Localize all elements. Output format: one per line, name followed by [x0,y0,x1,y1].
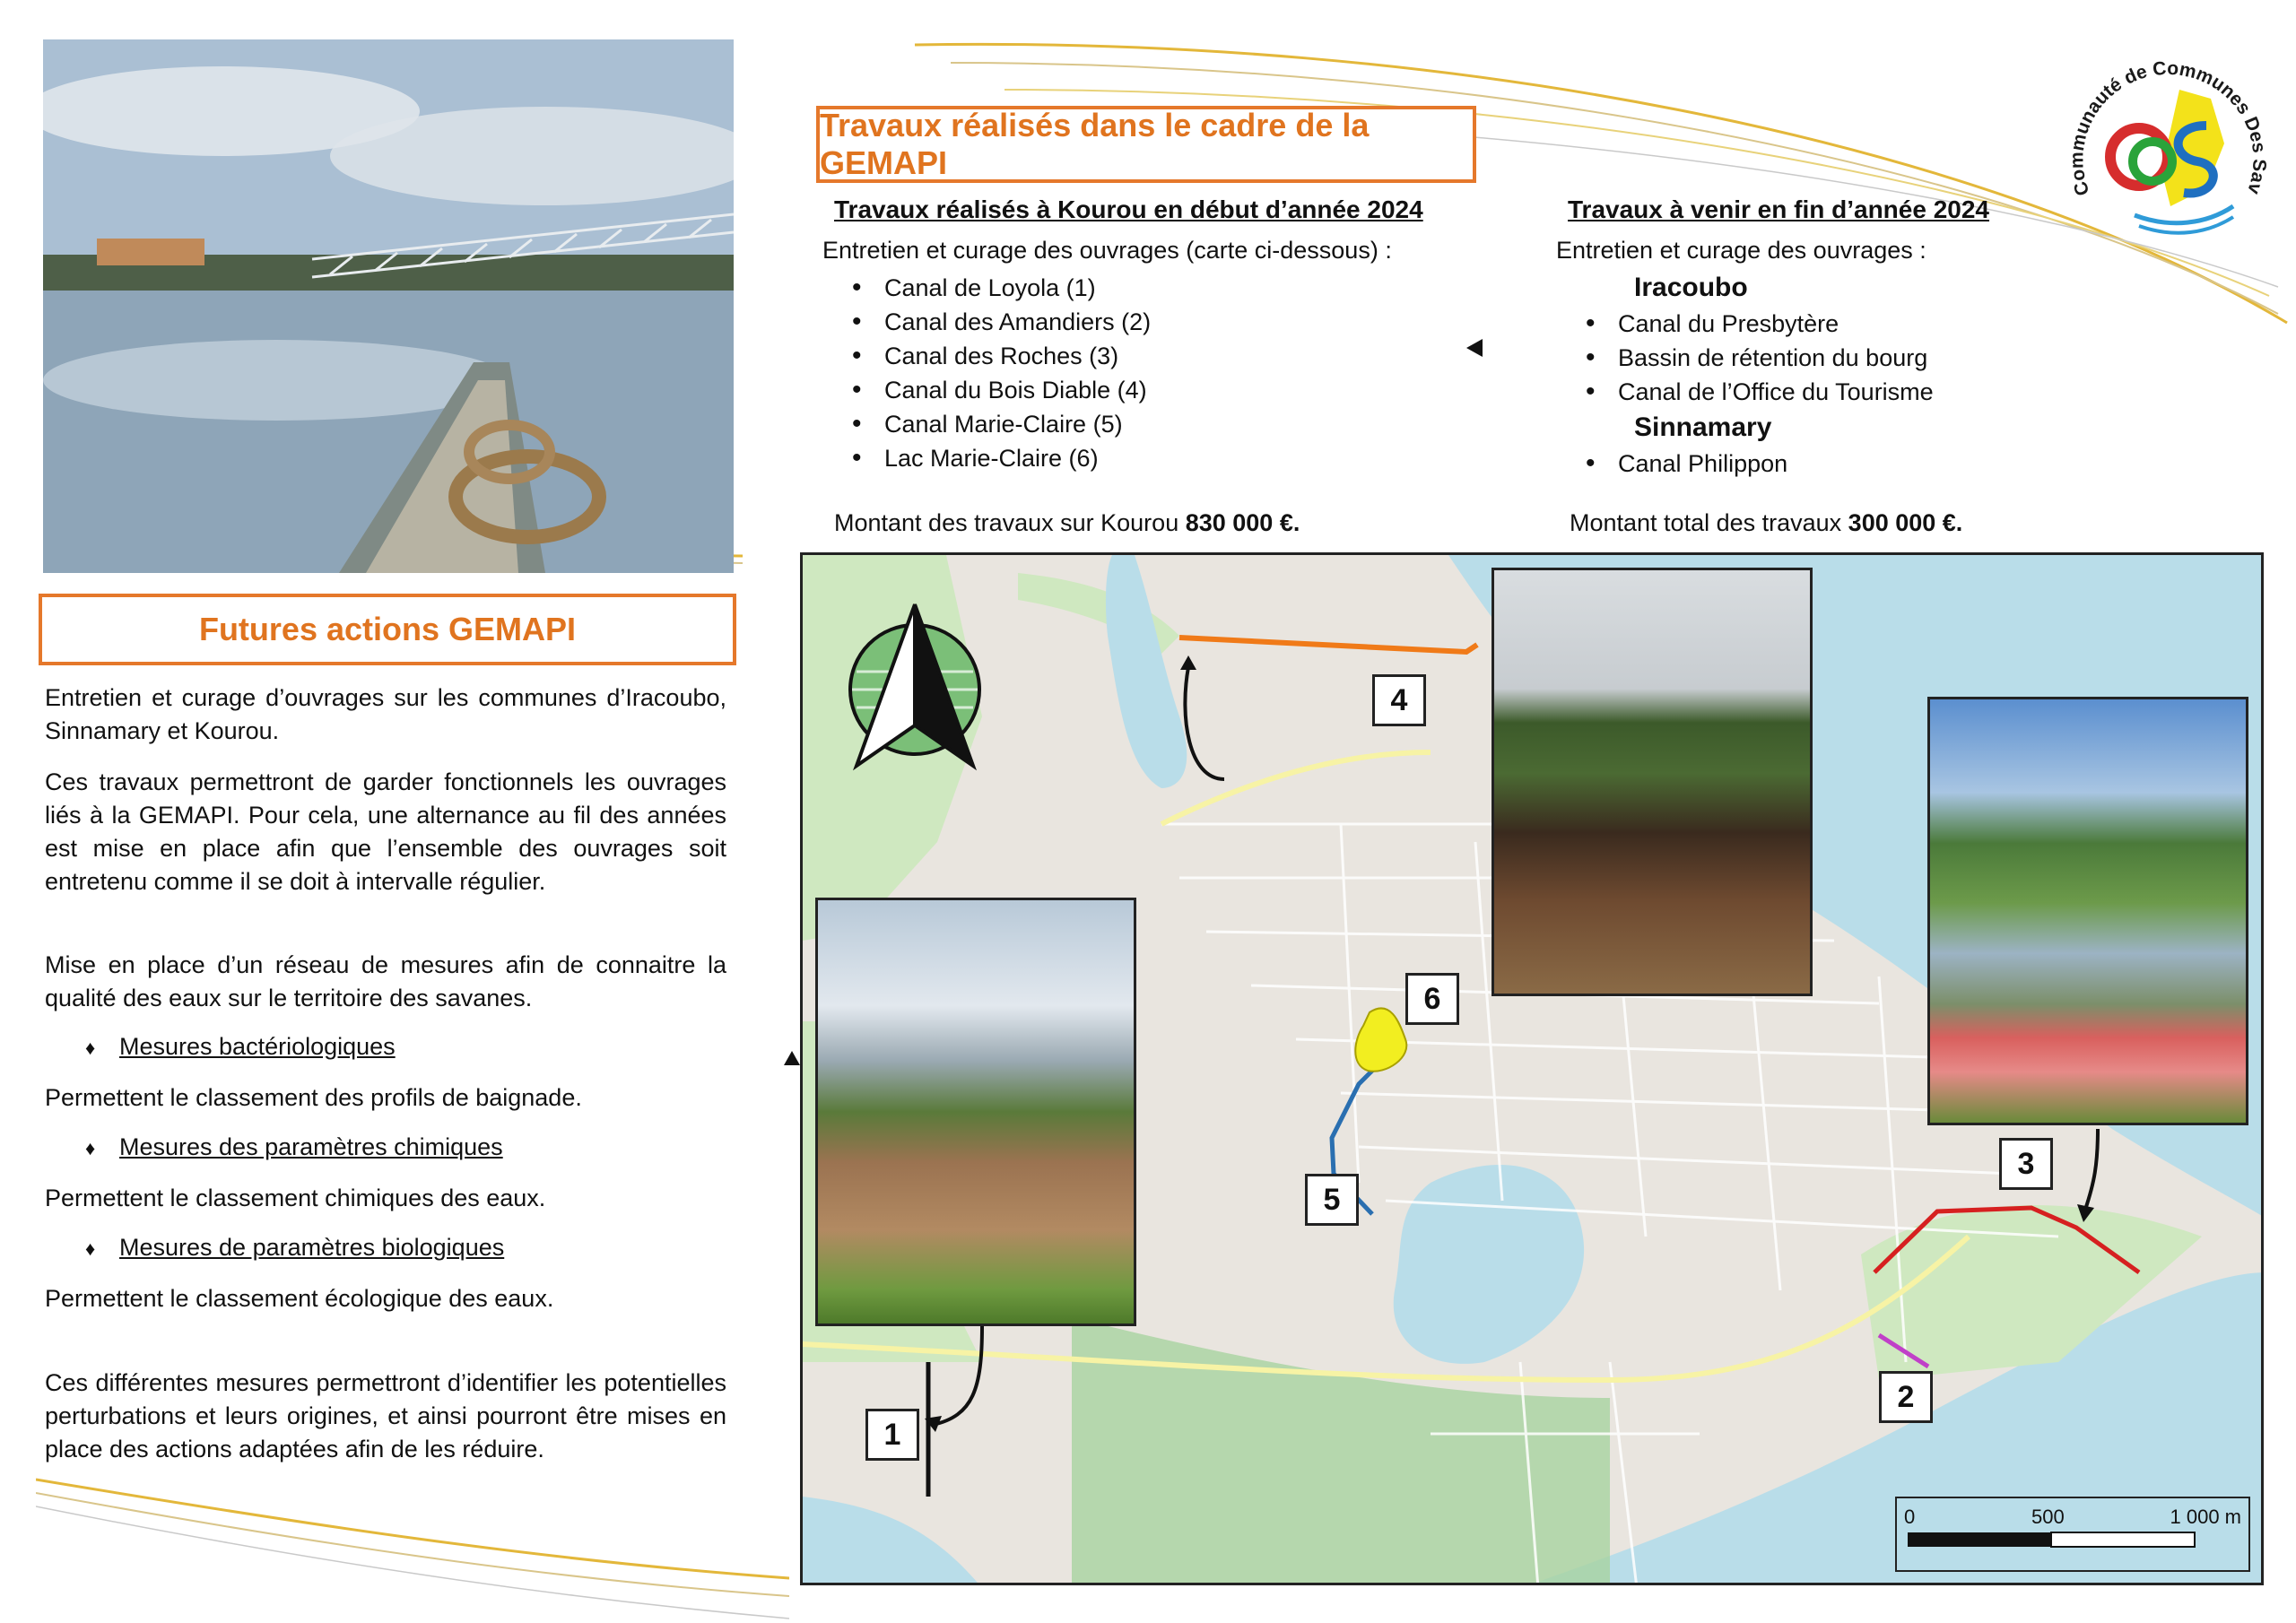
future-actions-text-top [45,681,726,916]
amount-prefix: Montant des travaux sur Kourou [834,509,1186,536]
triangle-marker-icon [784,1051,800,1065]
decorative-swoosh-bottom [36,1471,789,1623]
measure-chimique [85,1133,503,1161]
main-title: Travaux réalisés dans le cadre de la GEMAPI [820,107,1370,181]
list-item: • Lac Marie-Claire (6) [852,441,1151,475]
scale-zero: 0 [1904,1506,1916,1528]
list-item: • Bassin de rétention du bourg [1586,341,1934,375]
map-label-1: 1 [865,1409,919,1461]
future-actions-title-box [39,594,736,665]
future-amount [1570,509,1962,537]
kourou-list [852,271,1151,475]
kourou-map [800,552,2264,1585]
list-item: • Canal Marie-Claire (5) [852,407,1151,441]
diamond-bullet-icon: ♦ [85,1237,96,1260]
map-label-6: 6 [1405,973,1459,1025]
town-iracoubo: Iracoubo [1634,273,1748,302]
scale-end: 1 000 m [2170,1506,2241,1528]
amount-prefix: Montant total des travaux [1570,509,1848,536]
map-label-5: 5 [1305,1174,1359,1226]
sinnamary-list [1586,447,1787,481]
triangle-marker-icon [1466,339,1483,357]
list-item: • Canal des Roches (3) [852,339,1151,373]
measure-bacterio-desc: Permettent le classement des profils de baignade. [45,1084,582,1111]
paragraph-ouvrages: Ces travaux permettront de garder fonctionnels les ouvrages liés à la GEMAPI. Pour cela, une alternance au fil des années est mise en place afin que l’ensemble des ouvrages soit entretenu comme il se doit à intervalle régulier. [45,768,726,895]
measure-biologique [85,1234,504,1262]
amount-value: 300 000 €. [1848,509,1963,536]
amount-value: 830 000 €. [1185,509,1300,536]
kourou-intro: Entretien et curage des ouvrages (carte ci-dessous) : [822,237,1392,264]
list-item: • Canal du Bois Diable (4) [852,373,1151,407]
list-item: • Canal de Loyola (1) [852,271,1151,305]
town-sinnamary: Sinnamary [1634,412,1772,442]
diamond-bullet-icon: ♦ [85,1137,96,1159]
paragraph-communes: Entretien et curage d’ouvrages sur les communes d’Iracoubo, Sinnamary et Kourou. [45,684,726,744]
measure-label: Mesures des paramètres chimiques [119,1133,503,1160]
paragraph-perturbations: Ces différentes mesures permettront d’identifier les potentielles perturbations et leurs origines, et ainsi pourront être mises en place des actions adaptées afin de les réduire. [45,1369,726,1462]
map-label-4: 4 [1372,674,1426,726]
future-intro: Entretien et curage des ouvrages : [1556,237,1926,264]
photo-canal-bois-diable [1492,568,1813,996]
measure-label: Mesures bactériologiques [119,1033,396,1060]
scale-mid: 500 [2031,1506,2065,1528]
logo-arc-text: Communauté de Communes Des Sav [2066,57,2270,199]
list-item: • Canal des Amandiers (2) [852,305,1151,339]
scale-bar [1895,1497,2250,1572]
map-label-3: 3 [1999,1138,2053,1190]
main-title-box [816,106,1476,183]
list-item: • Canal du Presbytère [1586,307,1934,341]
list-item: • Canal de l’Office du Tourisme [1586,375,1934,409]
future-heading: Travaux à venir en fin d’année 2024 [1568,195,1989,223]
measure-biologique-desc: Permettent le classement écologique des eaux. [45,1285,554,1312]
photo-canal-loyola [815,898,1136,1326]
photo-canal-roches [1927,697,2248,1125]
cds-logo [2054,36,2278,260]
river-bridge-photo [43,39,734,573]
map-label-2: 2 [1879,1371,1933,1423]
iracoubo-list [1586,307,1934,409]
kourou-amount [834,509,1300,537]
future-actions-title: Futures actions GEMAPI [198,611,577,647]
paragraph-reseau: Mise en place d’un réseau de mesures afin de connaitre la qualité des eaux sur le territoire des savanes. [45,951,726,1011]
measure-label: Mesures de paramètres biologiques [119,1234,505,1261]
measure-chimique-desc: Permettent le classement chimiques des eaux. [45,1185,546,1211]
measure-bacterio [85,1033,396,1061]
list-item: • Canal Philippon [1586,447,1787,481]
kourou-heading: Travaux réalisés à Kourou en début d’année 2024 [834,195,1423,223]
diamond-bullet-icon: ♦ [85,1037,96,1059]
